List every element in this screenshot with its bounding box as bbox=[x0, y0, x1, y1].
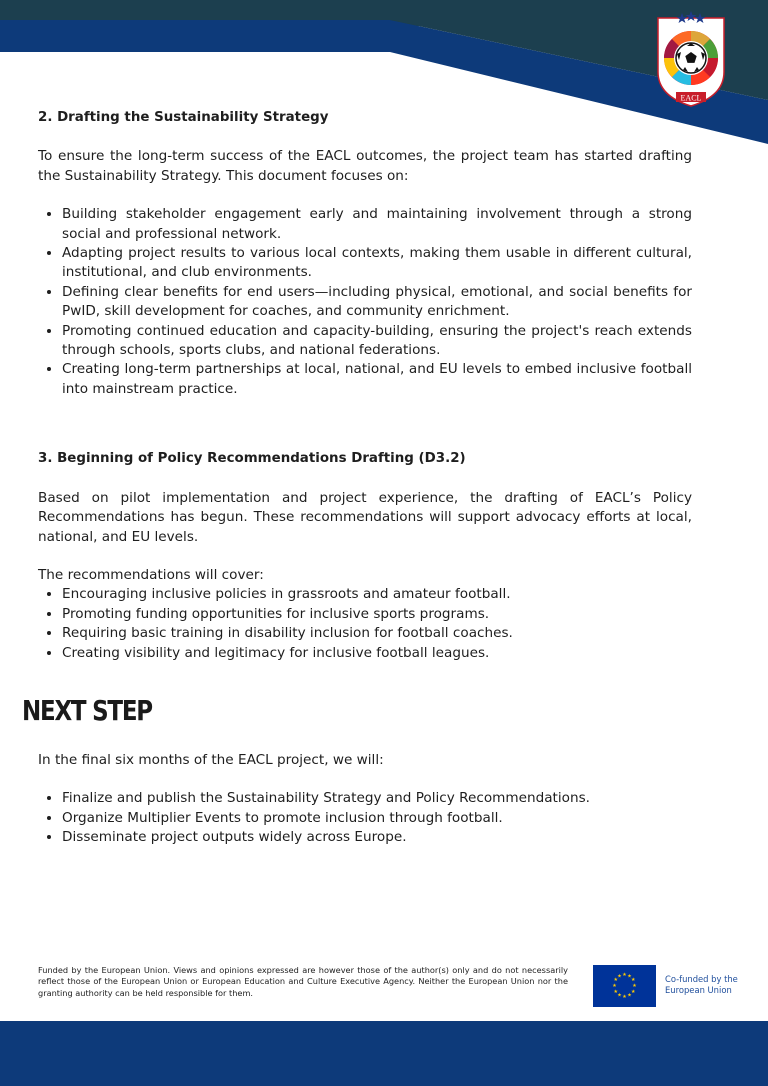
next-step-list bbox=[38, 789, 692, 847]
eu-flag-icon bbox=[593, 965, 656, 1007]
svg-text:★: ★ bbox=[613, 977, 619, 983]
section2-intro: To ensure the long-term success of the EACL outcomes, the project team has started drafting the Sustainability Strategy. This document focuses on: bbox=[38, 148, 692, 184]
svg-text:★: ★ bbox=[613, 989, 619, 995]
list-item: • Finalize and publish the Sustainability Strategy and Policy Recommendations. bbox=[62, 789, 692, 808]
section3-list bbox=[38, 585, 692, 663]
main-content bbox=[38, 108, 692, 663]
svg-text:★: ★ bbox=[622, 994, 627, 1000]
section3-intro: Based on pilot implementation and project experience, the drafting of EACL’s Policy Recommendations has begun. These recommendations will support advocacy efforts at local, national, and EU levels. bbox=[38, 489, 692, 545]
section2-title: 2. Drafting the Sustainability Strategy bbox=[38, 110, 329, 125]
svg-text:★: ★ bbox=[632, 983, 637, 989]
eu-cofunded-label bbox=[665, 974, 755, 996]
list-item: • Defining clear benefits for end users—including physical, emotional, and social benefits for PwID, skill development for coaches, and community enrichment. bbox=[62, 283, 692, 322]
svg-text:★: ★ bbox=[617, 992, 622, 999]
footer-band bbox=[0, 1021, 768, 1086]
svg-text:★: ★ bbox=[627, 973, 632, 980]
eu-line-1: Co-funded by the bbox=[665, 974, 738, 984]
list-item: • Disseminate project outputs widely across Europe. bbox=[62, 828, 692, 847]
list-item: • Promoting continued education and capacity-building, ensuring the project's reach extends through schools, sports clubs, and national federations. bbox=[62, 322, 692, 361]
svg-text:★: ★ bbox=[612, 983, 617, 989]
svg-text:★: ★ bbox=[617, 973, 622, 980]
next-step-content bbox=[38, 751, 692, 848]
next-step-intro: In the final six months of the EACL project, we will: bbox=[38, 752, 384, 768]
list-item: • Creating visibility and legitimacy for inclusive football leagues. bbox=[62, 644, 692, 663]
list-item: • Organize Multiplier Events to promote inclusion through football. bbox=[62, 809, 692, 828]
list-item: • Building stakeholder engagement early and maintaining involvement through a strong social and professional network. bbox=[62, 205, 692, 244]
funding-disclaimer: Funded by the European Union. Views and opinions expressed are however those of the author(s) only and do not necessarily reflect those of the European Union or European Education and Culture Executive Agency. Neither the European Union nor the granting authority can be held responsible for them. bbox=[38, 965, 568, 998]
svg-text:★: ★ bbox=[622, 972, 627, 978]
eacl-logo bbox=[652, 8, 730, 108]
section2-list bbox=[38, 205, 692, 399]
list-item: • Creating long-term partnerships at local, national, and EU levels to embed inclusive football into mainstream practice. bbox=[62, 360, 692, 399]
list-item: • Promoting funding opportunities for inclusive sports programs. bbox=[62, 605, 692, 624]
football-icon bbox=[676, 43, 706, 73]
svg-text:★: ★ bbox=[627, 992, 632, 999]
section3-lead: The recommendations will cover: bbox=[38, 566, 264, 583]
next-step-heading: NEXT STEP bbox=[22, 694, 152, 727]
list-item: • Adapting project results to various local contexts, making them usable in different cultural, institutional, and club environments. bbox=[62, 244, 692, 283]
eu-line-2: European Union bbox=[665, 985, 732, 995]
svg-text:★: ★ bbox=[630, 989, 636, 995]
list-item: • Encouraging inclusive policies in grassroots and amateur football. bbox=[62, 585, 692, 604]
list-item: • Requiring basic training in disability inclusion for football coaches. bbox=[62, 624, 692, 643]
svg-text:★: ★ bbox=[630, 977, 636, 983]
logo-text: EACL bbox=[680, 93, 702, 103]
section3-title: 3. Beginning of Policy Recommendations Drafting (D3.2) bbox=[38, 451, 466, 467]
